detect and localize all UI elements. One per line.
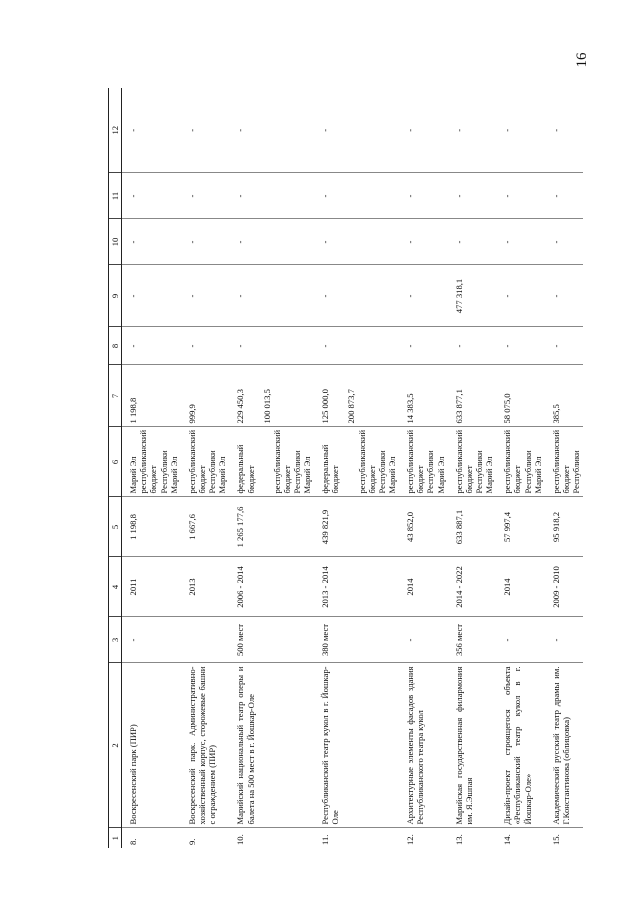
amount-value: 200 873,7 — [346, 389, 357, 424]
amount-c12: - — [314, 88, 399, 173]
amount-c8: - — [496, 327, 545, 365]
construction-years: 2013 — [181, 557, 230, 617]
amount-c10: - — [496, 219, 545, 265]
total-cost: 57 997,4 — [496, 497, 545, 557]
page-number: 16 — [574, 52, 590, 68]
capacity: - — [122, 617, 181, 663]
amount-value: 1 198,8 — [128, 397, 139, 424]
amount-c8: - — [545, 327, 583, 365]
capacity: 380 мест — [314, 617, 399, 663]
column-header-1: 1 — [109, 828, 122, 848]
total-cost: 633 887,1 — [448, 497, 497, 557]
amount-col-7 — [229, 365, 314, 427]
object-name: Воскресенский парк (ПИР) — [122, 663, 181, 828]
amount-col-7 — [545, 365, 583, 427]
column-header-9: 9 — [109, 265, 122, 327]
table-row — [229, 88, 314, 848]
rotated-table-container — [108, 88, 582, 848]
amount-c11: - — [229, 173, 314, 219]
amount-c9: 477 318,1 — [448, 265, 497, 327]
funding-source: республиканский бюджет Республики Марий Эл — [356, 429, 397, 494]
column-header-12: 12 — [109, 88, 122, 173]
table-row — [399, 88, 448, 848]
table-body — [122, 88, 584, 848]
object-name: Архитектурные элементы фасадов здания Республиканского театра кукол — [399, 663, 448, 828]
amount-c9: - — [496, 265, 545, 327]
funding-source: республиканский бюджет Республики Марий Эл — [453, 429, 495, 494]
amount-c12: - — [399, 88, 448, 173]
column-header-11: 11 — [109, 173, 122, 219]
capacity: 356 мест — [448, 617, 497, 663]
funding-source: федеральный бюджет — [235, 444, 256, 494]
row-number: 15. — [550, 834, 561, 845]
amount-c9: - — [181, 265, 230, 327]
funding-sources — [496, 427, 545, 497]
row-number: 9. — [186, 838, 197, 845]
amount-col-7 — [496, 365, 545, 427]
row-number: 13. — [453, 834, 464, 845]
amount-value: 14 383,5 — [405, 393, 416, 424]
funding-sources — [314, 427, 399, 497]
table-row — [181, 88, 230, 848]
amount-c9: - — [399, 265, 448, 327]
amount-c10: - — [448, 219, 497, 265]
funding-source: республиканский бюджет Республики Марий Эл — [405, 429, 446, 494]
amount-c12: - — [181, 88, 230, 173]
column-header-5: 5 — [109, 497, 122, 557]
object-name: Воскресенский парк. Административно-хозяйственный корпус, сторожевые башни с ограждением (ПИР) — [181, 663, 230, 828]
object-name: Республиканский театр кукол в г. Йошкар-Оле — [314, 663, 399, 828]
amount-c12: - — [496, 88, 545, 173]
row-number: 11. — [320, 834, 331, 845]
amount-c11: - — [496, 173, 545, 219]
amount-c12: - — [122, 88, 181, 173]
amount-col-7 — [314, 365, 399, 427]
amount-c8: - — [448, 327, 497, 365]
amount-c8: - — [399, 327, 448, 365]
amount-c12: - — [229, 88, 314, 173]
object-name: Марийский национальный театр оперы и балета на 500 мест в г. Йошкар-Оле — [229, 663, 314, 828]
object-name: Марийская государственная филармония им. Я.Эшпая — [448, 663, 497, 828]
capacity: 500 мест — [229, 617, 314, 663]
column-header-7: 7 — [109, 365, 122, 427]
amount-c10: - — [181, 219, 230, 265]
construction-years: 2014 — [399, 557, 448, 617]
table-row — [448, 88, 497, 848]
amount-c9: - — [229, 265, 314, 327]
column-header-3: 3 — [109, 617, 122, 663]
funding-source: федеральный бюджет — [320, 444, 341, 494]
amount-col-7 — [448, 365, 497, 427]
amount-value: 100 013,5 — [261, 389, 272, 424]
funding-sources — [181, 427, 230, 497]
header-row — [109, 88, 122, 848]
capacity: - — [496, 617, 545, 663]
construction-years: 2013 - 2014 — [314, 557, 399, 617]
amount-c10: - — [122, 219, 181, 265]
funding-sources — [545, 427, 583, 497]
row-number: 10. — [235, 834, 246, 845]
amount-c11: - — [314, 173, 399, 219]
amount-c11: - — [181, 173, 230, 219]
amount-value: 633 877,1 — [453, 389, 464, 424]
column-header-10: 10 — [109, 219, 122, 265]
funding-sources — [122, 427, 181, 497]
amount-c12: - — [448, 88, 497, 173]
funding-sources — [448, 427, 497, 497]
construction-years: 2009 - 2010 — [545, 557, 583, 617]
row-number: 14. — [502, 834, 513, 845]
total-cost: 1 265 177,6 — [229, 497, 314, 557]
table-row — [545, 88, 583, 848]
total-cost: 1 198,8 — [122, 497, 181, 557]
amount-c10: - — [545, 219, 583, 265]
funding-source: республиканский бюджет Республики Марий Эл — [186, 429, 228, 494]
construction-years: 2011 — [122, 557, 181, 617]
funding-source: республиканский бюджет Республики Марий Эл — [271, 429, 313, 494]
amount-value: 385,5 — [550, 404, 561, 424]
amount-value: 229 450,3 — [235, 389, 246, 424]
amount-c10: - — [314, 219, 399, 265]
amount-c8: - — [314, 327, 399, 365]
construction-years: 2014 — [496, 557, 545, 617]
object-name: Дизайн-проект строящегося объекта «Республиканский театр кукол в г. Йошкар-Оле» — [496, 663, 545, 828]
column-header-4: 4 — [109, 557, 122, 617]
construction-years: 2014 - 2022 — [448, 557, 497, 617]
amount-col-7 — [122, 365, 181, 427]
amount-c8: - — [229, 327, 314, 365]
table-row — [314, 88, 399, 848]
amount-value: 58 075,0 — [502, 393, 513, 424]
row-number: 12. — [405, 834, 416, 845]
amount-col-7 — [181, 365, 230, 427]
amount-c9: - — [314, 265, 399, 327]
column-header-8: 8 — [109, 327, 122, 365]
total-cost: 1 667,6 — [181, 497, 230, 557]
total-cost: 43 852,0 — [399, 497, 448, 557]
row-number: 8. — [128, 838, 139, 845]
amount-value: 125 000,0 — [320, 389, 331, 424]
funding-sources — [399, 427, 448, 497]
amount-c8: - — [122, 327, 181, 365]
amount-c11: - — [399, 173, 448, 219]
construction-years: 2006 - 2014 — [229, 557, 314, 617]
amount-c10: - — [229, 219, 314, 265]
capacity: - — [545, 617, 583, 663]
amount-c9: - — [122, 265, 181, 327]
amount-c11: - — [448, 173, 497, 219]
object-name: Академический русский театр драмы им. Г.Константинова (облицовка) — [545, 663, 583, 828]
capacity: - — [399, 617, 448, 663]
amount-c8: - — [181, 327, 230, 365]
amount-c10: - — [399, 219, 448, 265]
table-row — [122, 88, 181, 848]
column-header-6: 6 — [109, 427, 122, 497]
funding-source: Марий Эл республиканский бюджет Республики Марий Эл — [128, 429, 179, 494]
amount-col-7 — [399, 365, 448, 427]
investment-table — [108, 88, 583, 848]
amount-c11: - — [545, 173, 583, 219]
amount-c11: - — [122, 173, 181, 219]
table-row — [496, 88, 545, 848]
capacity — [181, 617, 230, 663]
amount-c12: - — [545, 88, 583, 173]
funding-sources — [229, 427, 314, 497]
total-cost: 439 821,9 — [314, 497, 399, 557]
funding-source: республиканский бюджет Республики Марий Эл — [502, 429, 543, 494]
amount-value: 999,9 — [186, 404, 197, 424]
column-header-2: 2 — [109, 663, 122, 828]
funding-source: республиканский бюджет Республики — [550, 429, 582, 494]
amount-c9: - — [545, 265, 583, 327]
total-cost: 95 918,2 — [545, 497, 583, 557]
